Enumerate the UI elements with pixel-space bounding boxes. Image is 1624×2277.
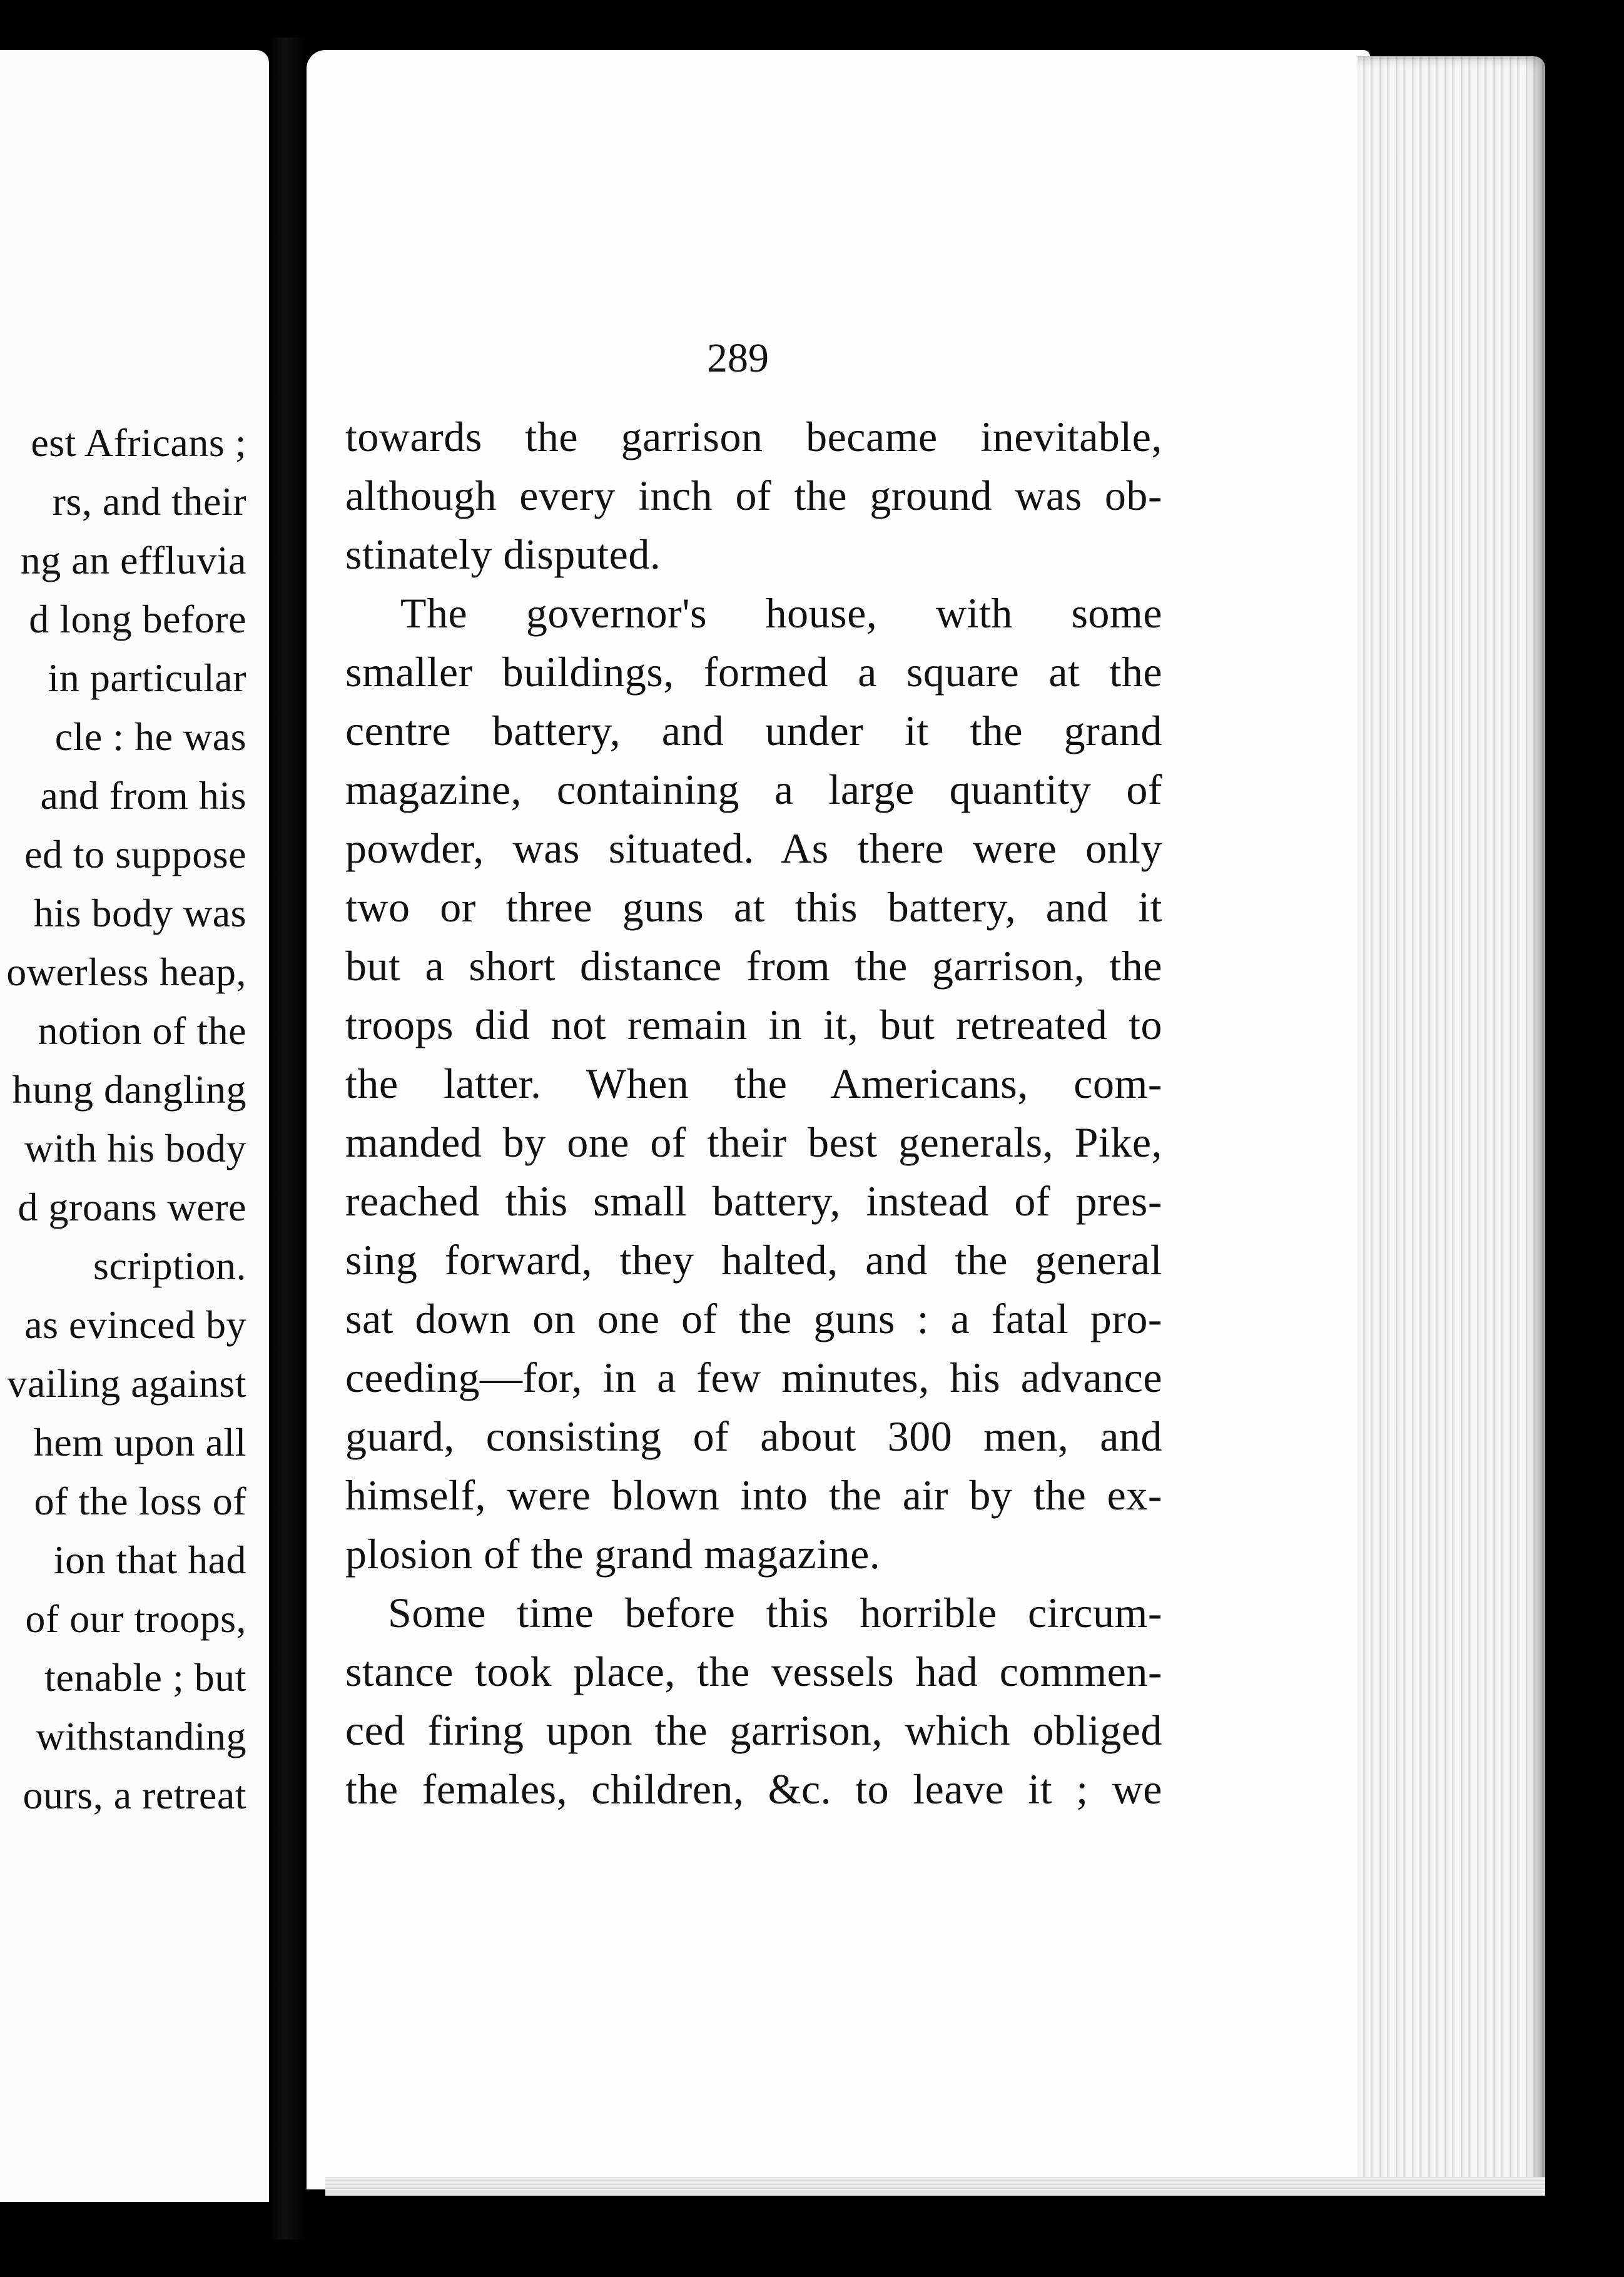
body-line: himself, were blown into the air by the ex-: [345, 1471, 1162, 1519]
page-fore-edge: [1358, 56, 1545, 2196]
left-line: hem upon all: [33, 1420, 246, 1464]
body-line: Some time before this horrible circum-: [388, 1589, 1162, 1636]
left-line: notion of the: [38, 1008, 246, 1053]
left-line: d long before: [29, 597, 246, 641]
page-number: 289: [707, 335, 769, 381]
body-line: stance took place, the vessels had commen-: [345, 1648, 1162, 1695]
left-line: cle : he was: [54, 714, 246, 759]
page-bottom-edge: [325, 2177, 1545, 2196]
body-line: but a short distance from the garrison, the: [345, 942, 1162, 990]
left-line: scription.: [93, 1244, 246, 1288]
left-line: owerless heap,: [6, 950, 246, 994]
left-line: ours, a retreat: [23, 1773, 246, 1817]
left-line: hung dangling: [12, 1067, 246, 1112]
body-line: manded by one of their best generals, Pike,: [345, 1118, 1162, 1166]
left-line: est Africans ;: [31, 420, 246, 465]
left-line: ng an effluvia: [20, 538, 246, 582]
left-line: of the loss of: [34, 1479, 246, 1523]
body-line: sing forward, they halted, and the general: [345, 1236, 1162, 1284]
body-line: The governor's house, with some: [400, 589, 1162, 637]
body-line: centre battery, and under it the grand: [345, 707, 1162, 754]
left-line: tenable ; but: [44, 1655, 246, 1700]
left-line: in particular: [48, 656, 246, 700]
body-line: powder, was situated. As there were only: [345, 824, 1162, 872]
body-line: the females, children, &c. to leave it ; we: [345, 1765, 1162, 1813]
left-line: ion that had: [53, 1538, 246, 1582]
body-line: troops did not remain in it, but retreated to: [345, 1001, 1162, 1048]
body-line: towards the garrison became inevitable,: [345, 413, 1162, 460]
left-page: [0, 50, 269, 2202]
body-line: reached this small battery, instead of pres-: [345, 1177, 1162, 1225]
body-line: stinately disputed.: [345, 530, 661, 578]
body-line: guard, consisting of about 300 men, and: [345, 1412, 1162, 1460]
left-line: with his body: [24, 1126, 246, 1170]
left-line: withstanding: [36, 1714, 246, 1758]
body-line: ced firing upon the garrison, which obliged: [345, 1706, 1162, 1754]
left-line: of our troops,: [25, 1596, 246, 1641]
left-line: d groans were: [18, 1185, 246, 1229]
body-line: although every inch of the ground was ob-: [345, 472, 1162, 519]
body-line: the latter. When the Americans, com-: [345, 1060, 1162, 1107]
body-line: magazine, containing a large quantity of: [345, 766, 1162, 813]
book-gutter: [269, 38, 307, 2239]
left-page-text: [0, 50, 269, 2202]
left-line: ed to suppose: [24, 832, 246, 876]
body-line: ceeding—for, in a few minutes, his advance: [345, 1354, 1162, 1401]
left-line: his body was: [33, 891, 246, 935]
left-line: vailing against: [7, 1361, 246, 1406]
body-line: two or three guns at this battery, and it: [345, 883, 1162, 931]
body-line: sat down on one of the guns : a fatal pro-: [345, 1295, 1162, 1342]
body-line: smaller buildings, formed a square at the: [345, 648, 1162, 696]
left-line: and from his: [40, 773, 246, 818]
left-line: as evinced by: [24, 1302, 246, 1347]
body-line: plosion of the grand magazine.: [345, 1530, 881, 1578]
left-line: rs, and their: [52, 479, 246, 524]
